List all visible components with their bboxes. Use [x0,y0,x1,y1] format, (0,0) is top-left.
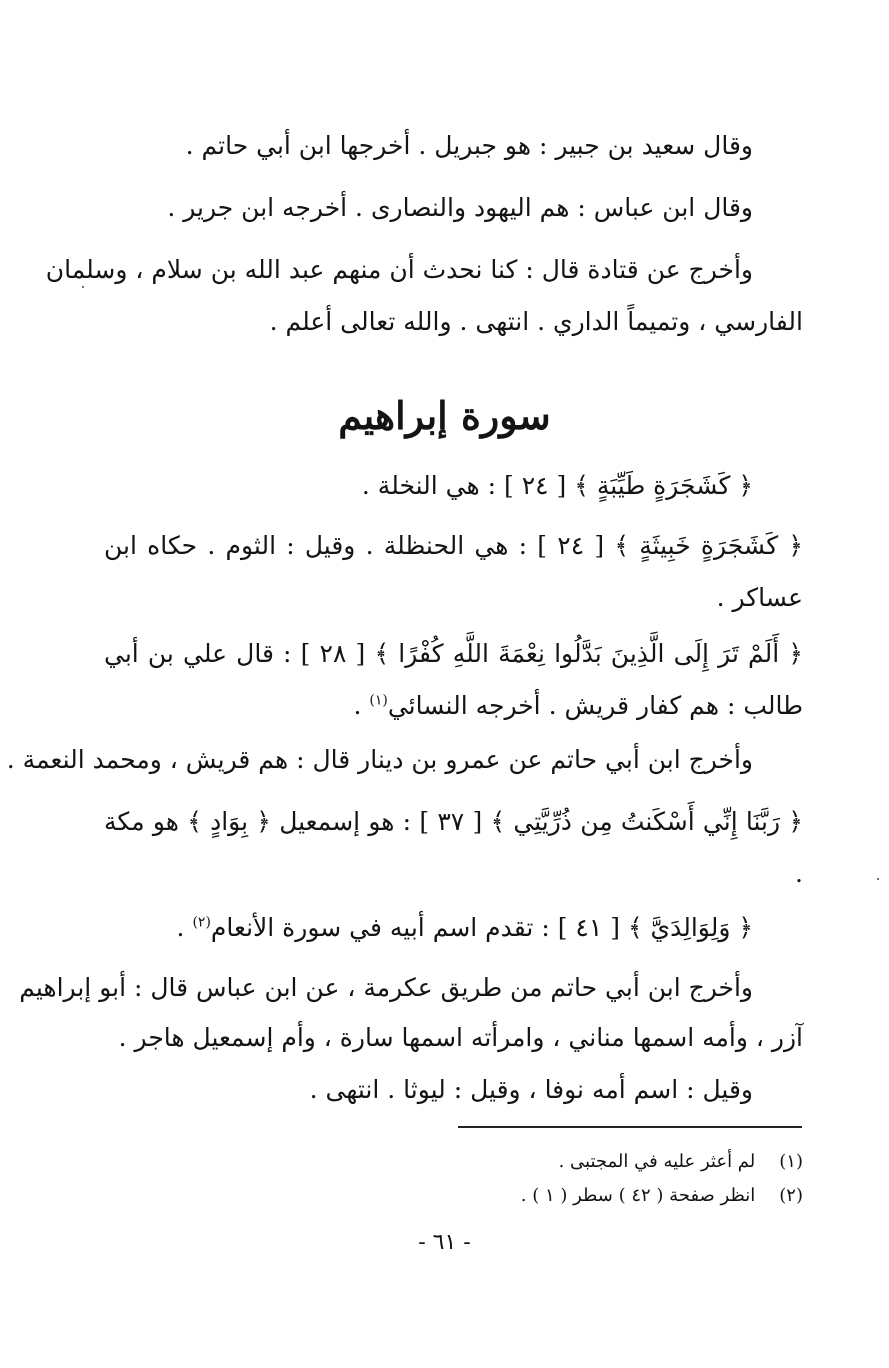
footnote-marker-1: (١) [369,692,388,709]
entry-4: وأخرج ابن أبي حاتم عن عمرو بن دينار قال : هم قريش ، ومحمد النعمة . [6,745,753,774]
footnote-2 [521,1182,803,1210]
entry-1: ﴿ كَشَجَرَةٍ طَيِّبَةٍ ﴾ [ ٢٤ ] : هي النخلة . [361,471,753,500]
surah-title: سورة إبراهيم [338,393,551,438]
footnote-text: انظر صفحة ( ٤٢ ) سطر ( ١ ) . [520,1185,756,1206]
scan-speck [82,286,84,288]
paragraph-3-line-1: وأخرج عن قتادة قال : كنا نحدث أن منهم عبد الله بن سلام ، وسلمان [45,255,753,284]
footnote-number: (٢) [779,1185,803,1206]
scan-speck [877,878,879,880]
verse-ref: [ ٢٤ ] [537,531,605,560]
quran-quote: ﴿ كَشَجَرَةٍ خَبِيثَةٍ ﴾ [614,531,803,560]
verse-ref: [ ٢٨ ] [300,639,366,668]
entry-5: ﴿ رَبَّنَا إِنِّي أَسْكَنتُ مِن ذُرِّيَّتِي ﴾ [ ٣٧ ] : هو إسمعيل ﴿ بِوَادٍ ﴾ هو مكة . [104,807,803,888]
entry-8: وقيل : اسم أمه نوفا ، وقيل : ليوثا . انتهى . [309,1075,753,1104]
quran-quote-2: ﴿ بِوَادٍ ﴾ [187,807,271,836]
verse-ref: [ ٢٤ ] [504,471,567,500]
footnote-marker-2: (٢) [192,914,211,931]
page-number: - ٦١ - [418,1230,471,1255]
footnote-1 [559,1148,803,1176]
footnote-number: (١) [779,1151,803,1172]
footnote-text: لم أعثر عليه في المجتبى . [558,1151,756,1172]
quran-quote: ﴿ وَلِوَالِدَيَّ ﴾ [627,913,753,942]
paragraph-1: وقال سعيد بن جبير : هو جبريل . أخرجها ابن أبي حاتم . [185,131,753,160]
entry-7-line-2: آزر ، وأمه اسمها مناني ، وامرأته اسمها سارة ، وأم إسمعيل هاجر . [118,1023,803,1052]
paragraph-3-line-2: الفارسي ، وتميماً الداري . انتهى . والله تعالى أعلم . [269,307,803,336]
paragraph-2: وقال ابن عباس : هم اليهود والنصارى . أخرجه ابن جرير . [167,193,753,222]
entry-7-line-1: وأخرج ابن أبي حاتم من طريق عكرمة ، عن ابن عباس قال : أبو إبراهيم [19,973,753,1002]
verse-ref: [ ٣٧ ] [419,807,483,836]
entry-2: ﴿ كَشَجَرَةٍ خَبِيثَةٍ ﴾ [ ٢٤ ] : هي الحنظلة . وقيل : الثوم . حكاه ابن عساكر . [104,531,803,612]
quran-quote: ﴿ أَلَمْ تَرَ إِلَى الَّذِينَ بَدَّلُوا نِعْمَةَ اللَّهِ كُفْرًا ﴾ [374,639,804,668]
quran-quote: ﴿ رَبَّنَا إِنِّي أَسْكَنتُ مِن ذُرِّيَّتِي ﴾ [490,807,803,836]
entry-6: ﴿ وَلِوَالِدَيَّ ﴾ [ ٤١ ] : تقدم اسم أبيه في سورة الأنعام$^{(٢)}$ . [176,913,753,942]
footnote-divider [458,1126,802,1128]
entry-3: ﴿ أَلَمْ تَرَ إِلَى الَّذِينَ بَدَّلُوا نِعْمَةَ اللَّهِ كُفْرًا ﴾ [ ٢٨ ] : قال علي بن أبي طالب : هم كفار قريش . أخرجه النسائي$^{(١)}$ . [104,639,804,720]
verse-ref: [ ٤١ ] [557,913,620,942]
quran-quote: ﴿ كَشَجَرَةٍ طَيِّبَةٍ ﴾ [574,471,753,500]
